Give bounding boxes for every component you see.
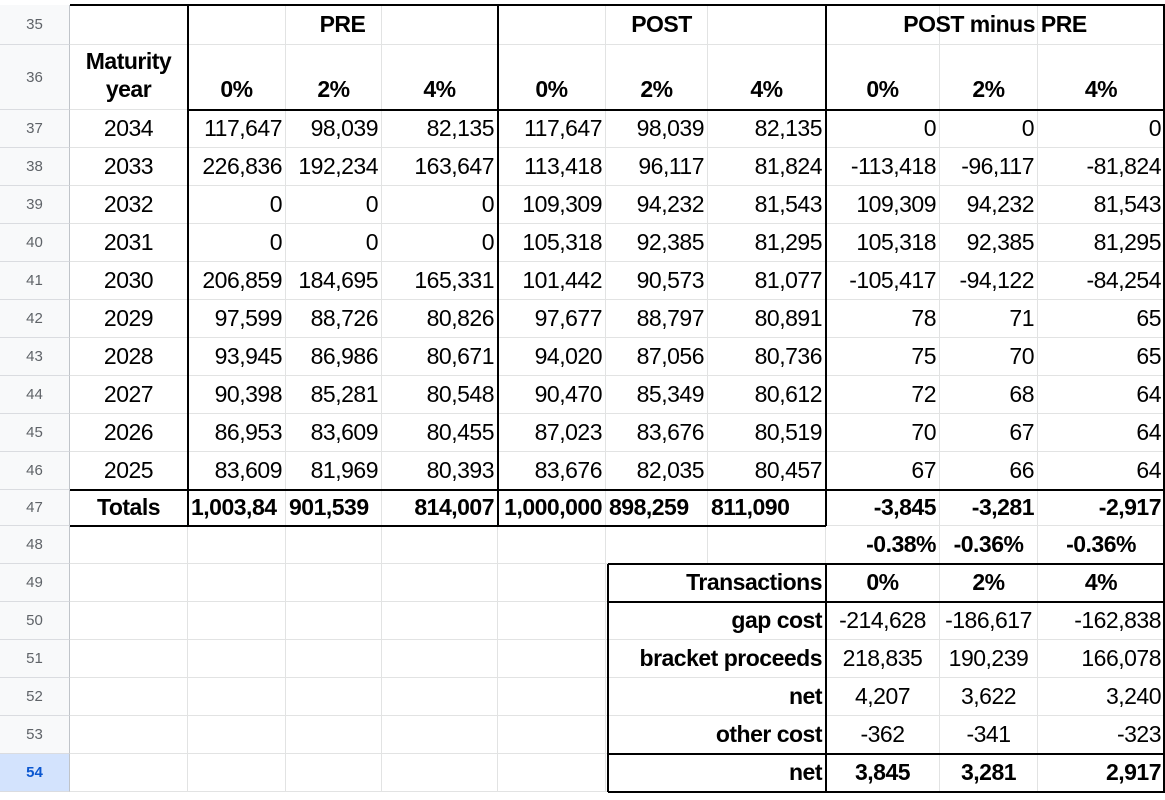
table-border [825, 5, 827, 526]
row-header-54[interactable]: 54 [0, 754, 70, 792]
year-cell[interactable]: 2028 [70, 338, 188, 376]
value-cell[interactable]: 88,797 [606, 300, 708, 338]
pct-header[interactable]: 2% [606, 45, 708, 110]
year-cell[interactable]: 2027 [70, 376, 188, 414]
row-header-52[interactable]: 52 [0, 678, 70, 716]
empty-cell[interactable] [286, 678, 382, 716]
value-cell[interactable]: 65 [1038, 338, 1165, 376]
table-border [608, 791, 1165, 793]
value-cell[interactable]: 97,677 [498, 300, 606, 338]
value-cell[interactable]: 82,135 [382, 110, 498, 148]
value-cell[interactable]: 101,442 [498, 262, 606, 300]
row-header-53[interactable]: 53 [0, 716, 70, 754]
value-cell[interactable]: 75 [826, 338, 940, 376]
total-cell[interactable]: 811,090 [708, 490, 826, 526]
row-header-37[interactable]: 37 [0, 110, 70, 148]
empty-cell[interactable] [286, 526, 382, 564]
row-header-48[interactable]: 48 [0, 526, 70, 564]
value-cell[interactable]: 64 [1038, 376, 1165, 414]
empty-cell[interactable] [70, 640, 188, 678]
value-cell[interactable]: 67 [940, 414, 1038, 452]
value-cell[interactable]: 80,548 [382, 376, 498, 414]
transaction-value[interactable]: -323 [1038, 716, 1165, 754]
row-header-44[interactable]: 44 [0, 376, 70, 414]
transaction-value[interactable]: 3,281 [940, 754, 1038, 792]
value-cell[interactable]: 83,609 [188, 452, 286, 490]
value-cell[interactable]: 86,953 [188, 414, 286, 452]
value-cell[interactable]: 0 [382, 224, 498, 262]
value-cell[interactable]: 117,647 [498, 110, 606, 148]
value-cell[interactable]: 72 [826, 376, 940, 414]
row-header-47[interactable]: 47 [0, 490, 70, 526]
pre-header[interactable]: PRE [188, 5, 498, 45]
year-cell[interactable]: 2032 [70, 186, 188, 224]
post-header[interactable]: POST [498, 5, 826, 45]
value-cell[interactable]: 0 [826, 110, 940, 148]
empty-cell[interactable] [498, 754, 606, 792]
empty-cell[interactable] [70, 716, 188, 754]
value-cell[interactable]: 80,891 [708, 300, 826, 338]
transaction-value[interactable]: 2,917 [1038, 754, 1165, 792]
row-header-39[interactable]: 39 [0, 186, 70, 224]
value-cell[interactable]: 80,671 [382, 338, 498, 376]
value-cell[interactable]: -105,417 [826, 262, 940, 300]
transaction-value[interactable]: -362 [826, 716, 940, 754]
table-border [608, 753, 1165, 755]
transaction-label[interactable]: bracket proceeds [606, 640, 826, 678]
empty-cell[interactable] [498, 678, 606, 716]
year-cell[interactable]: 2029 [70, 300, 188, 338]
value-cell[interactable]: 81,295 [1038, 224, 1165, 262]
value-cell[interactable]: -81,824 [1038, 148, 1165, 186]
empty-cell[interactable] [382, 716, 498, 754]
transaction-value[interactable]: 3,240 [1038, 678, 1165, 716]
transaction-value[interactable]: 166,078 [1038, 640, 1165, 678]
value-cell[interactable]: 80,457 [708, 452, 826, 490]
total-cell[interactable]: -2,917 [1038, 490, 1165, 526]
table-border [608, 563, 1165, 565]
value-cell[interactable]: 86,986 [286, 338, 382, 376]
year-cell[interactable]: 2026 [70, 414, 188, 452]
value-cell[interactable]: 117,647 [188, 110, 286, 148]
total-cell[interactable]: 1,003,84 [188, 490, 286, 526]
total-cell[interactable]: 901,539 [286, 490, 382, 526]
value-cell[interactable]: 81,824 [708, 148, 826, 186]
value-cell[interactable]: 71 [940, 300, 1038, 338]
value-cell[interactable]: 64 [1038, 452, 1165, 490]
value-cell[interactable]: 105,318 [826, 224, 940, 262]
total-cell[interactable]: -3,845 [826, 490, 940, 526]
empty-cell[interactable] [188, 526, 286, 564]
pct-header[interactable]: 4% [382, 45, 498, 110]
table-border [187, 5, 189, 526]
empty-cell[interactable] [498, 526, 606, 564]
value-cell[interactable]: 192,234 [286, 148, 382, 186]
value-cell[interactable]: 87,023 [498, 414, 606, 452]
row-header-36[interactable]: 36 [0, 45, 70, 110]
value-cell[interactable]: 82,035 [606, 452, 708, 490]
transaction-value[interactable]: -214,628 [826, 602, 940, 640]
post-minus-pre-header[interactable]: POST minus PRE [826, 5, 1165, 45]
table-border [188, 109, 1165, 111]
value-cell[interactable]: 80,519 [708, 414, 826, 452]
value-cell[interactable]: 83,676 [606, 414, 708, 452]
pct-cell[interactable]: -0.38% [826, 526, 940, 564]
value-cell[interactable]: 0 [940, 110, 1038, 148]
total-cell[interactable]: 898,259 [606, 490, 708, 526]
value-cell[interactable]: 0 [188, 224, 286, 262]
empty-cell[interactable] [382, 564, 498, 602]
transactions-pct-header[interactable]: 2% [940, 564, 1038, 602]
transaction-label[interactable]: other cost [606, 716, 826, 754]
transaction-value[interactable]: -162,838 [1038, 602, 1165, 640]
empty-cell[interactable] [382, 526, 498, 564]
value-cell[interactable]: 0 [1038, 110, 1165, 148]
empty-cell[interactable] [382, 754, 498, 792]
transaction-value[interactable]: 3,845 [826, 754, 940, 792]
value-cell[interactable]: 98,039 [286, 110, 382, 148]
value-cell[interactable]: 94,020 [498, 338, 606, 376]
value-cell[interactable]: 70 [826, 414, 940, 452]
value-cell[interactable]: 206,859 [188, 262, 286, 300]
empty-cell[interactable] [382, 602, 498, 640]
value-cell[interactable]: 0 [286, 224, 382, 262]
totals-label[interactable]: Totals [70, 490, 188, 526]
total-cell[interactable]: 814,007 [382, 490, 498, 526]
table-border [608, 601, 1165, 603]
empty-cell[interactable] [70, 564, 188, 602]
value-cell[interactable]: 83,676 [498, 452, 606, 490]
pct-header[interactable]: 0% [498, 45, 606, 110]
value-cell[interactable]: 80,393 [382, 452, 498, 490]
value-cell[interactable]: 92,385 [940, 224, 1038, 262]
pct-header[interactable]: 2% [940, 45, 1038, 110]
value-cell[interactable]: 109,309 [498, 186, 606, 224]
empty-cell[interactable] [286, 754, 382, 792]
empty-cell[interactable] [286, 564, 382, 602]
value-cell[interactable]: 113,418 [498, 148, 606, 186]
value-cell[interactable]: 0 [188, 186, 286, 224]
transactions-header[interactable]: Transactions [606, 564, 826, 602]
transaction-value[interactable]: -186,617 [940, 602, 1038, 640]
value-cell[interactable]: 88,726 [286, 300, 382, 338]
empty-cell[interactable] [70, 754, 188, 792]
value-cell[interactable]: 81,969 [286, 452, 382, 490]
row-header-40[interactable]: 40 [0, 224, 70, 262]
value-cell[interactable]: 0 [382, 186, 498, 224]
value-cell[interactable]: -113,418 [826, 148, 940, 186]
empty-cell[interactable] [286, 640, 382, 678]
empty-cell[interactable] [188, 678, 286, 716]
empty-cell[interactable] [188, 564, 286, 602]
value-cell[interactable]: 68 [940, 376, 1038, 414]
total-cell[interactable]: 1,000,000 [498, 490, 606, 526]
transaction-label[interactable]: net [606, 678, 826, 716]
value-cell[interactable]: 80,826 [382, 300, 498, 338]
pct-header[interactable]: 4% [708, 45, 826, 110]
value-cell[interactable]: 98,039 [606, 110, 708, 148]
row-header-45[interactable]: 45 [0, 414, 70, 452]
value-cell[interactable]: 80,736 [708, 338, 826, 376]
value-cell[interactable]: 94,232 [606, 186, 708, 224]
value-cell[interactable]: -94,122 [940, 262, 1038, 300]
total-cell[interactable]: -3,281 [940, 490, 1038, 526]
table-border [497, 5, 499, 526]
value-cell[interactable]: 87,056 [606, 338, 708, 376]
transactions-pct-header[interactable]: 0% [826, 564, 940, 602]
empty-cell[interactable] [606, 526, 708, 564]
value-cell[interactable]: 80,455 [382, 414, 498, 452]
transaction-label[interactable]: net [606, 754, 826, 792]
row-header-42[interactable]: 42 [0, 300, 70, 338]
value-cell[interactable]: 70 [940, 338, 1038, 376]
value-cell[interactable]: 163,647 [382, 148, 498, 186]
pct-header[interactable]: 2% [286, 45, 382, 110]
value-cell[interactable]: 92,385 [606, 224, 708, 262]
value-cell[interactable]: 94,232 [940, 186, 1038, 224]
empty-cell[interactable] [188, 602, 286, 640]
value-cell[interactable]: 66 [940, 452, 1038, 490]
table-border [70, 525, 826, 527]
transaction-value[interactable]: 3,622 [940, 678, 1038, 716]
pct-cell[interactable]: -0.36% [940, 526, 1038, 564]
value-cell[interactable]: 96,117 [606, 148, 708, 186]
pct-header[interactable]: 4% [1038, 45, 1165, 110]
value-cell[interactable]: 78 [826, 300, 940, 338]
row-header-35[interactable]: 35 [0, 5, 70, 45]
value-cell[interactable]: 226,836 [188, 148, 286, 186]
empty-cell[interactable] [70, 602, 188, 640]
value-cell[interactable]: 81,295 [708, 224, 826, 262]
empty-cell[interactable] [188, 716, 286, 754]
transaction-label[interactable]: gap cost [606, 602, 826, 640]
row-header-43[interactable]: 43 [0, 338, 70, 376]
value-cell[interactable]: 90,573 [606, 262, 708, 300]
value-cell[interactable]: 85,281 [286, 376, 382, 414]
value-cell[interactable]: 82,135 [708, 110, 826, 148]
value-cell[interactable]: 81,077 [708, 262, 826, 300]
row-header-41[interactable]: 41 [0, 262, 70, 300]
empty-cell[interactable] [188, 754, 286, 792]
empty-cell[interactable] [70, 678, 188, 716]
year-cell[interactable]: 2031 [70, 224, 188, 262]
value-cell[interactable]: 97,599 [188, 300, 286, 338]
value-cell[interactable]: 90,398 [188, 376, 286, 414]
row-header-46[interactable]: 46 [0, 452, 70, 490]
transaction-value[interactable]: -341 [940, 716, 1038, 754]
maturity-year-header[interactable]: Maturity year [70, 45, 188, 110]
year-cell[interactable]: 2033 [70, 148, 188, 186]
empty-cell[interactable] [286, 716, 382, 754]
year-cell[interactable]: 2034 [70, 110, 188, 148]
year-cell[interactable]: 2025 [70, 452, 188, 490]
transaction-value[interactable]: 4,207 [826, 678, 940, 716]
empty-cell[interactable] [498, 716, 606, 754]
value-cell[interactable]: 93,945 [188, 338, 286, 376]
value-cell[interactable]: 105,318 [498, 224, 606, 262]
value-cell[interactable]: 109,309 [826, 186, 940, 224]
transactions-pct-header[interactable]: 4% [1038, 564, 1165, 602]
empty-cell[interactable] [382, 678, 498, 716]
empty-cell[interactable] [498, 564, 606, 602]
transaction-value[interactable]: 218,835 [826, 640, 940, 678]
row-header-49[interactable]: 49 [0, 564, 70, 602]
value-cell[interactable]: 184,695 [286, 262, 382, 300]
value-cell[interactable]: 81,543 [708, 186, 826, 224]
empty-cell[interactable] [286, 602, 382, 640]
empty-cell[interactable] [708, 526, 826, 564]
row-header-50[interactable]: 50 [0, 602, 70, 640]
value-cell[interactable]: 85,349 [606, 376, 708, 414]
empty-cell[interactable] [382, 640, 498, 678]
table-border [70, 489, 1165, 491]
value-cell[interactable]: 80,612 [708, 376, 826, 414]
empty-cell[interactable] [70, 526, 188, 564]
table-border [70, 4, 1165, 6]
row-header-51[interactable]: 51 [0, 640, 70, 678]
value-cell[interactable]: 90,470 [498, 376, 606, 414]
transaction-value[interactable]: 190,239 [940, 640, 1038, 678]
value-cell[interactable]: 0 [286, 186, 382, 224]
year-cell[interactable]: 2030 [70, 262, 188, 300]
empty-cell[interactable] [498, 602, 606, 640]
value-cell[interactable]: 83,609 [286, 414, 382, 452]
table-border [825, 564, 827, 792]
value-cell[interactable]: -96,117 [940, 148, 1038, 186]
empty-cell[interactable] [498, 640, 606, 678]
value-cell[interactable]: -84,254 [1038, 262, 1165, 300]
value-cell[interactable]: 64 [1038, 414, 1165, 452]
empty-cell[interactable] [188, 640, 286, 678]
pct-header[interactable]: 0% [188, 45, 286, 110]
pct-header[interactable]: 0% [826, 45, 940, 110]
value-cell[interactable]: 67 [826, 452, 940, 490]
empty-cell[interactable] [70, 5, 188, 45]
value-cell[interactable]: 65 [1038, 300, 1165, 338]
row-header-38[interactable]: 38 [0, 148, 70, 186]
value-cell[interactable]: 165,331 [382, 262, 498, 300]
value-cell[interactable]: 81,543 [1038, 186, 1165, 224]
table-border [607, 564, 609, 792]
pct-cell[interactable]: -0.36% [1038, 526, 1165, 564]
